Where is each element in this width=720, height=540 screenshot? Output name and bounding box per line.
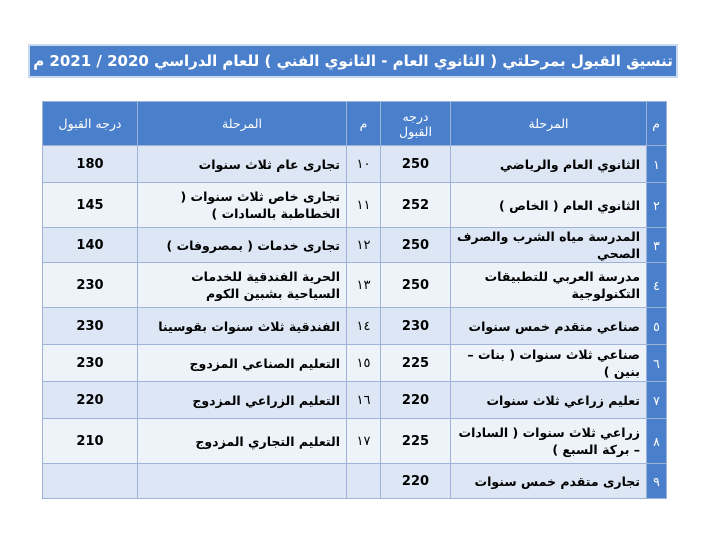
stage-name: تعليم زراعي ثلاث سنوات — [451, 382, 647, 419]
row-number: ١٧ — [347, 419, 381, 464]
row-number: ٨ — [647, 419, 667, 464]
admission-grade: 225 — [381, 419, 451, 464]
admission-grade: 230 — [43, 263, 138, 308]
stage-name: المدرسة مياه الشرب والصرف الصحي — [451, 228, 647, 263]
row-number: ٦ — [647, 345, 667, 382]
col-stage-1: المرحلة — [451, 102, 647, 146]
admission-grade: 145 — [43, 183, 138, 228]
admission-table — [42, 101, 667, 499]
row-number: ٢ — [647, 183, 667, 228]
stage-name: الفندقية ثلاث سنوات بقوسينا — [138, 308, 347, 345]
table-row — [43, 228, 667, 263]
col-grade-1-line2: القبول — [399, 123, 432, 139]
col-num-1: م — [647, 102, 667, 146]
admission-grade: 140 — [43, 228, 138, 263]
table-row — [43, 464, 667, 499]
stage-name: زراعي ثلاث سنوات ( السادات – بركة السبع ) — [451, 419, 647, 464]
admission-grade: 250 — [381, 228, 451, 263]
stage-name: الثانوي العام والرياضي — [451, 146, 647, 183]
row-number: ٩ — [647, 464, 667, 499]
row-number — [347, 464, 381, 499]
admission-grade: 230 — [43, 345, 138, 382]
stage-name: تجارى عام ثلاث سنوات — [138, 146, 347, 183]
table-row — [43, 183, 667, 228]
row-number: ٧ — [647, 382, 667, 419]
col-stage-2: المرحلة — [138, 102, 347, 146]
admission-grade: 230 — [381, 308, 451, 345]
stage-name: صناعي ثلاث سنوات ( بنات – بنين ) — [451, 345, 647, 382]
stage-name: التعليم التجاري المزدوج — [138, 419, 347, 464]
table-row — [43, 146, 667, 183]
stage-name: تجارى خدمات ( بمصروفات ) — [138, 228, 347, 263]
admission-grade: 225 — [381, 345, 451, 382]
row-number: ١٥ — [347, 345, 381, 382]
col-grade-1-line1: درجه — [402, 108, 429, 124]
table-row — [43, 419, 667, 464]
admission-grade: 220 — [43, 382, 138, 419]
admission-grade: 210 — [43, 419, 138, 464]
row-number: ١٠ — [347, 146, 381, 183]
table-row — [43, 308, 667, 345]
col-grade-1 — [381, 102, 451, 146]
table-row — [43, 345, 667, 382]
table-row — [43, 263, 667, 308]
row-number: ١٤ — [347, 308, 381, 345]
stage-name — [138, 464, 347, 499]
header-row — [43, 102, 667, 146]
stage-name: الحرية الفندقية للخدمات السياحية بشبين الكوم — [138, 263, 347, 308]
row-number: ١٢ — [347, 228, 381, 263]
row-number: ١٣ — [347, 263, 381, 308]
col-grade-2: درجه القبول — [43, 102, 138, 146]
stage-name: التعليم الصناعي المزدوج — [138, 345, 347, 382]
row-number: ١٦ — [347, 382, 381, 419]
table-row — [43, 382, 667, 419]
stage-name: تجارى متقدم خمس سنوات — [451, 464, 647, 499]
admission-grade: 250 — [381, 263, 451, 308]
admission-grade: 180 — [43, 146, 138, 183]
row-number: ٤ — [647, 263, 667, 308]
page-title — [28, 44, 678, 78]
admission-grade: 250 — [381, 146, 451, 183]
stage-name: التعليم الزراعي المزدوج — [138, 382, 347, 419]
stage-name: الثانوي العام ( الخاص ) — [451, 183, 647, 228]
col-num-2: م — [347, 102, 381, 146]
row-number: ٣ — [647, 228, 667, 263]
admission-grade — [43, 464, 138, 499]
row-number: ٥ — [647, 308, 667, 345]
row-number: ١١ — [347, 183, 381, 228]
table-body — [43, 146, 667, 499]
page-title-text: تنسيق القبول بمرحلتي ( الثانوي العام - الثانوي الفني ) للعام الدراسي 2020 / 2021 م — [33, 52, 673, 70]
row-number: ١ — [647, 146, 667, 183]
stage-name: صناعي متقدم خمس سنوات — [451, 308, 647, 345]
admission-grade: 220 — [381, 382, 451, 419]
admission-grade: 252 — [381, 183, 451, 228]
admission-grade: 230 — [43, 308, 138, 345]
admission-grade: 220 — [381, 464, 451, 499]
stage-name: مدرسة العربي للتطبيقات التكنولوجية — [451, 263, 647, 308]
stage-name: تجارى خاص ثلاث سنوات ( الخطاطبة بالسادات ) — [138, 183, 347, 228]
